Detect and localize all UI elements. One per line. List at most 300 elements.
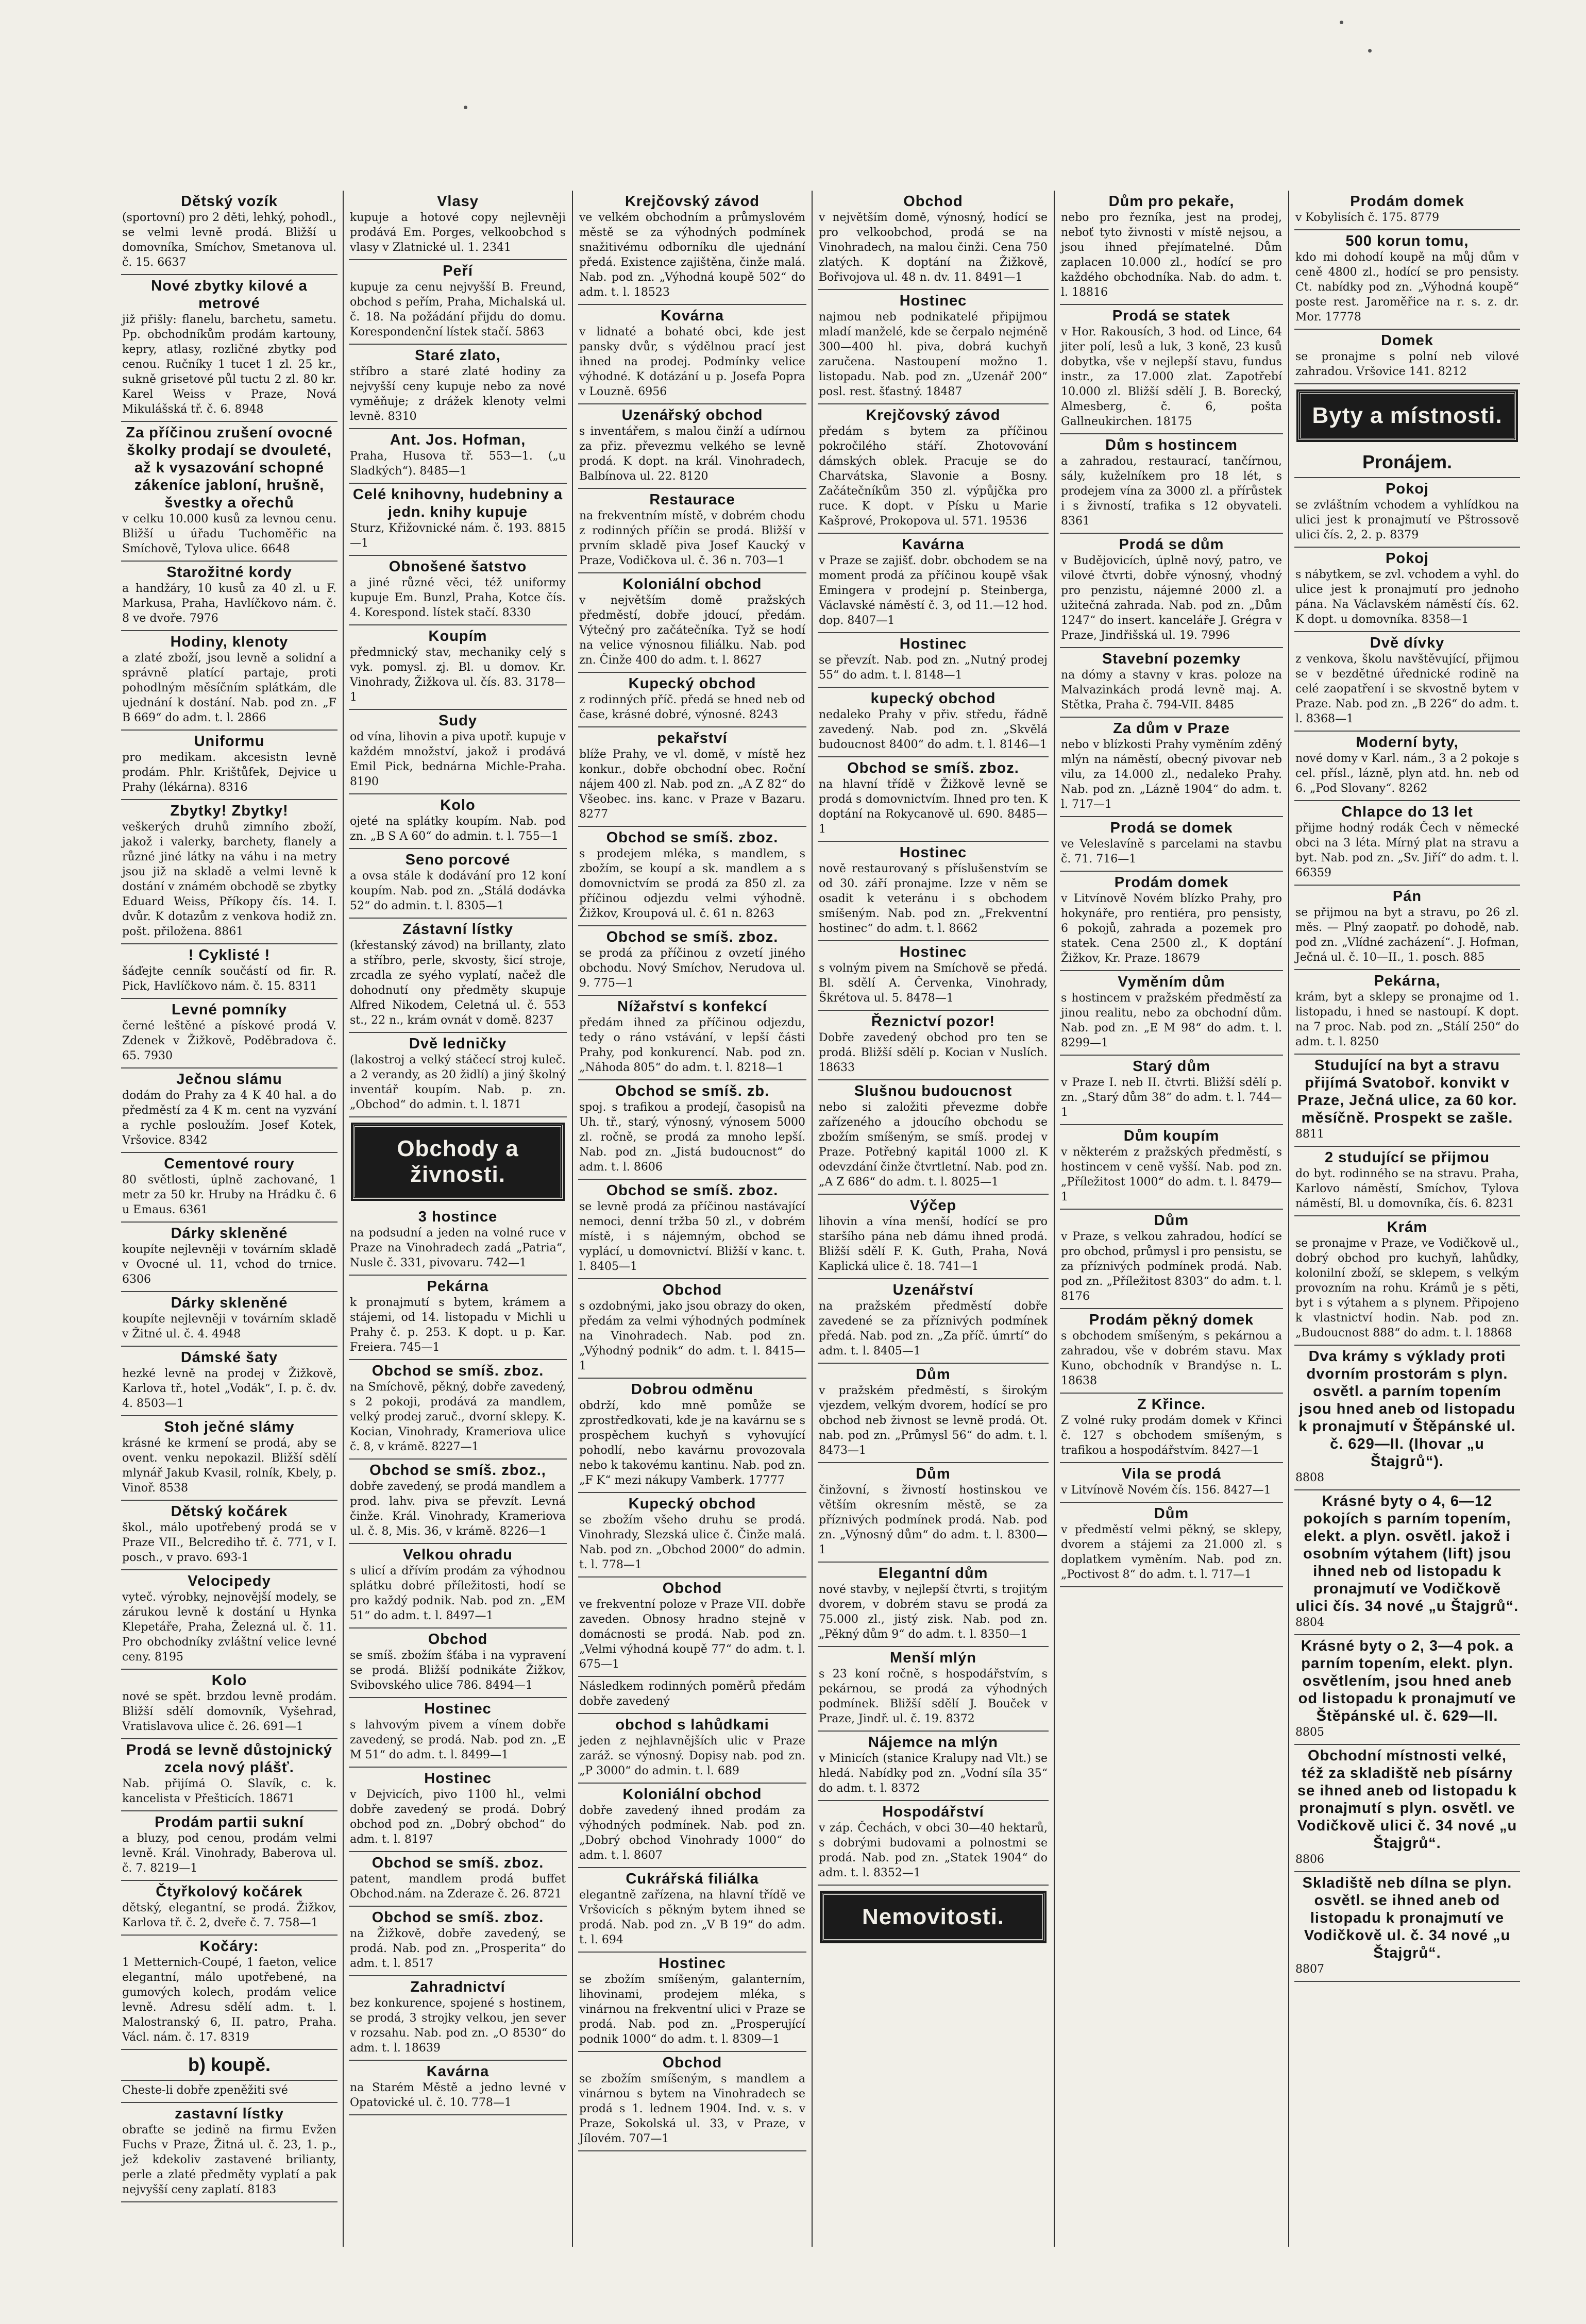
classified-ad [349,1907,567,1976]
classified-ad [578,827,806,926]
ad-heading: Kolo [440,797,476,813]
ad-heading: Cementové roury [164,1156,295,1172]
section-banner: Nemovitosti. [822,1893,1044,1941]
ad-heading: Hospodářství [882,1804,984,1820]
ad-heading: ! Cyklisté ! [188,947,271,963]
classified-ad [121,1501,338,1570]
ad-heading: Stoh ječné slámy [164,1419,295,1435]
classified-ad [349,2061,567,2115]
ad-text: Praha, Husova tř. 553—1. („u Sladkých“). 8485—1 [350,450,566,478]
classified-ad [1294,191,1520,230]
ad-text: na dómy a stavny v kras. poloze na Malvazinkách prodá levně maj. A. Stětka, Praha č. 794-VII. 8485 [1061,669,1282,711]
ad-text: nebo v blízkosti Prahy vyměním zděný mlýn na náměstí, obecný pivovar neb vilu, za 14.000 zl., nedaleko Prahy. Nab. pod zn. „Lázně 1904“ do adm. t. l. 717—1 [1061,738,1282,811]
ad-text: 8805 [1295,1726,1324,1739]
classified-ad [1060,191,1283,305]
ad-heading: Dva krámy s výklady proti dvorním prostorám s plyn. osvětl. a parním topením jsou hned aneb od listopadu k pronajmutí v Štěpánské ul. č. 629—II. (Ihovar „u Štajgrů“). [1298,1348,1516,1470]
ad-heading: Čtyřkolový kočárek [156,1884,303,1900]
classified-ad [578,673,806,727]
ad-heading: Nájemce na mlýn [868,1734,998,1751]
classified-ad [1294,1635,1520,1745]
classified-ad [578,305,806,404]
ad-heading: Ant. Jos. Hofman, [390,432,526,448]
classified-ad [818,688,1049,757]
ad-heading: Kavárna [902,536,965,553]
ad-text: obraťte se jedině na firmu Evžen Fuchs v Praze, Žitná ul. č. 23, 1. p., jež kdekoliv zastavené brilianty, perle a zlaté předměty vyplatí a pak nejvyšší ceny zaplatí. 8183 [122,2124,336,2196]
classified-ad [1294,1055,1520,1147]
classified-ad [818,1195,1049,1279]
classified-ad [818,404,1049,534]
ad-heading: Zbytky! Zbytky! [170,803,289,819]
ad-heading: Koloniální obchod [622,1786,762,1803]
ad-heading: Obchod se smíš. zboz. [606,929,779,945]
ad-heading: Kupecký obchod [628,675,756,692]
classified-ad [121,2081,338,2103]
ad-text: v Praze I. neb II. čtvrti. Bližší sdělí p. zn. „Starý dům 38“ do adm. t. l. 744—1 [1061,1076,1282,1119]
ad-heading: Prodá se domek [1110,820,1233,836]
ad-text: v Minicích (stanice Kralupy nad Vlt.) se hledá. Nabídky pod zn. „Vodní síla 35“ do adm. t. l. 8372 [819,1752,1048,1795]
classified-ad [578,1677,806,1714]
classified-ad [1294,970,1520,1055]
classified-ad [578,1080,806,1180]
ad-text: Následkem rodinných poměrů předám dobře zavedený [579,1680,805,1708]
ad-heading: Za příčinou zrušení ovocné školky prodají se dvouleté, až k vysazování schopné zákeníce jabloní, hrušně, švestky a ořechů [126,425,333,511]
ad-text: a ovsa stále k dodávání pro 12 koní koupím. Nab. pod zn. „Stálá dodávka 52“ do admin. t. l. 8305—1 [350,870,566,912]
classified-ad [818,191,1049,290]
ad-text: z rodinných příč. předá se hned neb od čase, krásné dobré, výnosné. 8243 [579,693,805,721]
classified-ad [578,926,806,996]
ad-text: na pražském předměstí dobře zavedené se za příznivých podmínek předá. Nab. pod zn. „Za příč. úmrtí“ do adm. t. l. 8405—1 [819,1300,1048,1358]
ad-heading: Dárky skleněné [171,1295,288,1311]
ad-text: s ulicí a dřívím prodám za výhodnou splátku dobré příležitosti, hodí se pro každý podnik. Nab. pod zn. „EM 51“ do adm. t. l. 8497—1 [350,1565,566,1622]
classified-ad [349,484,567,556]
classified-ad [349,429,567,484]
classified-ad [1294,330,1520,384]
ad-text: v Litvínově Novém blízko Prahy, pro hokynáře, pro rentiéra, pro pensisty, 6 pokojů, zahrada a pozemek pro statek. Cena 2500 zl., K doptání Žižkov, Kr. Praze. 18679 [1061,892,1282,965]
ad-text: ve frekventní poloze v Praze VII. dobře zaveden. Obnosy hradno stejně v domácnosti se prodá. Nab. pod zn. „Velmi výhodná koupě 77“ do adm. t. l. 675—1 [579,1598,805,1671]
classified-ad [578,1279,806,1379]
classified-ad [1060,305,1283,434]
ad-text: s lahvovým pivem a vínem dobře zavedený, se prodá. Nab. pod zn. „E M 51“ do adm. t. l. 8499—1 [350,1719,566,1761]
ad-text: ve velkém obchodním a průmyslovém městě se za výhodných podmínek snažitivému odborníku dle ujednání předá. Existence zajištěna, činže malá. Nab. pod zn. „Výhodná koupě 502“ do adm. t. l. 18523 [579,211,805,299]
classified-ad [349,1852,567,1907]
ad-heading: Stavební pozemky [1102,651,1241,667]
ad-text: se pronajme v Praze, ve Vodičkově ul., dobrý obchod pro kuchyň, lahůdky, kolonilní zboží, se sklepem, s velkým provozním na rohu. Krámů je s pěti, byt i s výtahem a s plynem. Připojeno k vlastnictví hodin. Nab. pod zn. „Budoucnost 888“ do adm. t. l. 18868 [1295,1237,1519,1339]
ad-heading: Krejčovský závod [625,193,760,210]
ad-heading: Kovárna [660,308,724,324]
classified-ad [349,1360,567,1460]
ad-heading: Prodám partii sukní [155,1814,304,1830]
ad-heading: Obchod se smíš. zboz. [606,1182,779,1199]
ad-text: nebo si založiti převezme dobře zařízeného a jdoucího obchodu se zbožím smíšeným, se smíš. prodej v Praze. Potřebný kapitál 1000 zl. K odevzdání činže čtvrtletní. Nab. pod zn. „A Z 686“ do adm. t. l. 8025—1 [819,1101,1048,1189]
ad-text: Dobře zavedený obchod pro ten se prodá. Bližší sdělí p. Kocian v Nuslích. 18633 [819,1031,1048,1074]
ad-heading: Hostinec [899,844,967,861]
ad-heading: Dům [1154,1212,1189,1229]
ad-text: (křestanský závod) na brillanty, zlato a stříbro, perle, skvosty, šicí stroje, zrcadla ze syého vyplatí, načež dle dohodnutí ony předměty skupuje Alfred Nikodem, Celetná ul. č. 553 st., 22 n., krám ovnát v domě. 8237 [350,939,566,1027]
ad-text: nové se spět. brzdou levně prodám. Bližší sdělí domovník, Vyšehrad, Vratislavova ulice č. 26. 691—1 [122,1690,336,1733]
classified-ad [1294,632,1520,732]
ad-text: kupuje za cenu nejvyšší B. Freund, obchod s peřím, Praha, Michalská ul. č. 18. Na požádání přijdu do domu. Korespondenční lístek stačí. 5863 [350,281,566,338]
ad-text: najmou neb podnikatelé připijmou mladí manželé, kde se čerpalo nejméně 300—400 hl. piva, dobrá kuchyň zaručena. Nastoupení možno 1. listopadu. Nab. pod zn. „Uzenář 200“ posl. rest. šťastný. 18487 [819,311,1048,398]
ad-heading: Obnošené šatstvo [389,558,527,575]
ad-heading: Obchod [662,1580,722,1597]
ad-text: v největším domě, výnosný, hodící se pro velkoobchod, prodá se na Vinohradech, na malou činži. Cena 750 zlatých. K doptání na Žižkově, Bořivojova ul. 48 n. dv. 11. 8491—1 [819,211,1048,284]
ad-text: se zbožím smíšeným, galanterním, lihovinami, prodejem mléka, s vinárnou na frekventní ulici v Praze se prodá. Nab. pod zn. „Prosperující podnik 1000“ do adm. t. l. 8309—1 [579,1973,805,2046]
ad-text: 8807 [1295,1963,1324,1976]
ad-heading: Celé knihovny, hudebniny a jedn. knihy kupuje [352,486,563,520]
classified-ad [1060,718,1283,817]
classified-ad [121,1570,338,1670]
ad-text: Sturz, Křižovnické nám. č. 193. 8815—1 [350,522,566,550]
classified-ad [1060,872,1283,971]
ad-heading: Prodá se statek [1112,308,1231,324]
ad-text: a bluzy, pod cenou, prodám velmi levně. Král. Vinohrady, Baberova ul. č. 7. 8219—1 [122,1832,336,1875]
ad-heading: Hodiny, klenoty [170,634,289,650]
ad-heading: pekařství [657,730,728,747]
ad-text: elegantně zařízena, na hlavní třídě ve Vršovicích s pěkným bytem ihned se prodá. Nab. pod zn. „V B 19“ do adm. t. l. 694 [579,1889,805,1946]
ad-text: kdo mi dohodí koupě na můj dům v ceně 4800 zl., hodící se pro pensisty. Ct. nabídky pod zn. „Výhodná koupě“ poste rest. Jaroměřice na r. s. z. dr. Mor. 17778 [1295,251,1519,324]
ad-heading: Slušnou budoucnost [854,1083,1013,1099]
ad-heading: Prodá se levně důstojnický zcela nový plášť. [126,1742,332,1776]
ad-text: z venkova, školu navštěvující, přijmou se v bezdětné úřednické rodině na celé zaopatření i se skvostně bytem v Praze. Nab. pod zn. „B 226“ do adm. t. l. 8368—1 [1295,653,1519,725]
classified-ad [818,941,1049,1011]
ad-heading: Dámské šaty [180,1349,278,1366]
ad-heading: Dárky skleněné [171,1225,288,1242]
ad-heading: Pán [1392,888,1422,905]
classified-ad [578,1379,806,1493]
ad-heading: Dům [1154,1505,1189,1522]
classified-ad [818,1364,1049,1463]
print-speck [464,106,467,109]
ad-heading: 3 hostince [418,1209,498,1225]
ad-text: se převzít. Nab. pod zn. „Nutný prodej 55“ do adm. t. l. 8148—1 [819,654,1048,682]
classified-ad [578,404,806,489]
classified-ad [349,345,567,429]
ad-text: černé leštěné a pískové prodá V. Zdenek v Žižkově, Poděbradova č. 65. 7930 [122,1020,336,1062]
ad-heading: Obchod [428,1631,488,1648]
classified-ad [818,842,1049,941]
classified-ad [121,999,338,1068]
classified-ad [578,1714,806,1784]
classified-ad [349,1276,567,1360]
classified-ad [578,727,806,827]
ad-heading: Dvě dívky [1370,635,1445,651]
ad-text: na Smíchově, pěkný, dobře zavedený, s 2 pokoji, prodává za mandlem, velký prodej zaruč., dvorní sklepy. K. Kocian, Vinohrady, Krameriova ulice č. 8, v krámě. 8227—1 [350,1381,566,1453]
ad-text: vyteč. výrobky, nejnovější modely, se zárukou levně k dostání u Hynka Klepetáře, Praha, Železná ul. č. 11. Pro obchodníky zvláštní velice levné ceny. 8195 [122,1591,336,1664]
classified-ad [1294,548,1520,632]
ad-heading: Elegantní dům [878,1565,988,1582]
classified-ad [121,275,338,422]
ad-text: dobře zavedený, se prodá mandlem a prod. lahv. piva se převzít. Levná činže. Král. Vinohrady, Krameriova ul. č. 8, Mis. 36, v krámě. 8226—1 [350,1480,566,1538]
ad-text: 8806 [1295,1853,1324,1866]
ad-heading: Prodám domek [1350,193,1464,210]
ad-text: kupuje a hotové copy nejlevněji prodává Em. Porges, velkoobchod s vlasy v Zlatnické ul. 1. 2341 [350,211,566,254]
classified-ad [1060,1394,1283,1463]
ad-text: stříbro a staré zlaté hodiny za nejvyšší ceny kupuje nebo za nové vyměňuje; z drážek klenoty velmi levně. 8310 [350,365,566,423]
column-4 [812,191,1054,2247]
classified-ad [1294,1147,1520,1216]
ad-text: v Kobylisích č. 175. 8779 [1295,211,1440,224]
ad-heading: Obchod se smíš. zb. [615,1083,770,1099]
ad-text: v Praze se zajišť. dobr. obchodem se na moment prodá za příčinou koupě však Emingera v prodejní p. Steinberga, Václavské náměstí č. 3, od 11.—12 hod. dop. 8407—1 [819,554,1048,627]
section-subheading: b) koupě. [121,2050,338,2081]
ad-heading: Restaurace [649,491,735,508]
ad-text: 8808 [1295,1471,1324,1484]
classified-ad [349,1033,567,1117]
ad-text: a zahradou, restaurací, tančírnou, sály, kuželníkem pro 18 lét, s prodejem vína za 3000 zl. a přírůstek i s živností, trafika s 12 obyvateli. 8361 [1061,455,1282,528]
classified-ad [1060,817,1283,872]
ad-heading: Cukrářská filiálka [626,1871,759,1887]
ad-text: předám s bytem za příčinou pokročilého stáří. Zhotovování dámských oblek. Pracuje se do Charvátska, Slavonie a Bosny. Začátečníkům 350 zl. výpůjčka pro ruce. K dopt. v Písku u Marie Kašprové, Prokopova ul. 571. 19536 [819,425,1048,528]
classified-ad [818,290,1049,404]
ad-text: od vína, lihovin a piva upotř. kupuje v každém množství, jakož i prodává Emil Pick, bednárna Michle-Praha. 8190 [350,731,566,788]
classified-ad [121,422,338,562]
classified-ad [121,1811,338,1881]
ad-heading: Dům pro pekaře, [1108,193,1235,210]
classified-ad [1294,230,1520,330]
ad-text: obdrží, kdo mně pomůže se zprostředkovati, kde je na kavárnu se s prospěchem kuchyň s vyhovující pohodlí, nebo kavárnu provozovala nebo k takovému kantinu. Nab. pod zn. „F K“ mezi nákupy Vamberk. 17777 [579,1399,805,1487]
ad-heading: obchod s lahůdkami [615,1717,769,1733]
classified-ad [818,1732,1049,1801]
classified-ad [1294,886,1520,970]
ad-text: nové domy v Karl. nám., 3 a 2 pokoje s cel. přísl., lázně, plyn atd. hn. neb od 6. „Pod Slovany“. 8262 [1295,752,1519,795]
classified-ad [818,1463,1049,1563]
classified-ad [349,1460,567,1544]
ad-heading: Dobrou odměnu [631,1381,753,1398]
classified-ad [1294,732,1520,801]
classified-ad [121,562,338,631]
classified-ad [578,191,806,305]
ad-text: lihovin a vína menší, hodící se pro staršího pána neb dámu ihned prodá. Bližší sdělí F. K. Guth, Praha, Nová Kaplická ulice č. 18. 741—1 [819,1215,1048,1273]
classified-ad [818,633,1049,688]
classified-ad [578,1953,806,2052]
ad-heading: Sudy [438,713,477,729]
classified-ad [578,1493,806,1577]
ad-heading: Peří [443,263,473,279]
classified-ad [121,1881,338,1936]
ad-heading: kupecký obchod [870,690,996,707]
ad-text: na Žižkově, dobře zavedený, se prodá. Nab. pod zn. „Prosperita“ do adm. t. l. 8517 [350,1927,566,1970]
classified-ad [121,1223,338,1292]
ad-text: v Litvínově Novém čís. 156. 8427—1 [1061,1484,1271,1497]
ad-text: v lidnaté a bohaté obci, kde jest pansky dvůr, s výdělnou prací jest ihned na prodej. Podmínky velice výhodné. K dotázání u p. Josefa Popra v Louzně. 6956 [579,326,805,398]
ad-text: na hlavní třídě v Žižkově levně se prodá s domovnictvím. Ihned pro ten. K doptání na Rokycanově ul. 690. 8485—1 [819,778,1048,836]
ad-text: v Budějovicích, úplně nový, patro, ve vilové čtvrti, dobře výnosný, vhodný pro penzistu, nájemné 2000 zl. a užitečná zahrada. Nab. pod zn. „Dům 1247“ do insert. kanceláře J. Grégra v Praze, Jindřišská ul. 19. 7996 [1061,554,1282,642]
ad-text: předám ihned za příčinou odjezdu, tedy o ráno vstávání, v lepší části Prahy, pod konkurencí. Nab. pod zn. „Náhoda 805“ do adm. t. l. 8218—1 [579,1016,805,1074]
classified-ad [1294,1872,1520,1982]
ad-heading: Pekárna, [1374,973,1441,989]
ad-text: činžovní, s živností hostinskou ve větším okresním městě, se za příznivých podmínek prodá. Nab. pod zn. „Výnosný dům“ do adm. t. l. 8300—1 [819,1484,1048,1556]
classified-ad [1294,801,1520,886]
classified-ad [349,1698,567,1768]
ad-heading: Obchodní místnosti velké, též za skladiště neb písárny se ihned aneb od listopadu k pronajmutí s plyn. osvětl. ve Vodičkově ulici č. 34 nové „u Štajgrů“. [1297,1748,1517,1852]
ad-text: v některém z pražských předměstí, s hostincem v ceně vyšší. Nab. pod zn. „Příležitost 1000“ do adm. t. l. 8479—1 [1061,1146,1282,1203]
ad-heading: Krásné byty o 4, 6—12 pokojích s parním topením, elekt. a plyn. osvětl. jakož i osobním výtahem (lift) jsou ihned neb od listopadu k pronajmutí ve Vodičkově ulici čís. 34 nové „u Štajgrů“. [1295,1493,1519,1615]
ad-text: s volným pivem na Smíchově se předá. Bl. sdělí A. Červenka, Vinohrady, Škrétova ul. 5. 8478—1 [819,962,1048,1005]
classified-ad [1060,534,1283,648]
column-5 [1054,191,1288,2247]
ad-text: v předměstí velmi pěkný, se sklepy, dvorem a stájemi za 21.000 zl. s doplatkem vyměním. Nab. pod zn. „Poctivost 8“ do adm. t. l. 717—1 [1061,1523,1282,1581]
ad-text: bez konkurence, spojené s hostinem, se prodá, 3 strojky velkou, jen sever v rozsahu. Nab. pod zn. „O 8530“ do adm. t. l. 18639 [350,1997,566,2055]
ad-text: patent, mandlem prodá buffet Obchod.nám. na Zderaze č. 26. 8721 [350,1873,566,1901]
ad-heading: Obchod [903,193,963,210]
ad-heading: Obchod se smíš. zboz. [372,1909,544,1926]
ad-text: s nábytkem, se zvl. vchodem a vyhl. do ulice jest k pronajmutí pro jednoho pána. Na Václavském náměstí čís. 62. K dopt. u domovníka. 8358—1 [1295,568,1519,626]
ad-text: Nab. přijímá O. Slavík, c. k. kancelista v Přešticích. 18671 [122,1777,336,1805]
ad-text: s hostincem v pražském předměstí za jinou realitu, nebo za obchodní dům. Nab. pod zn. „E M 98“ do adm. t. l. 8299—1 [1061,992,1282,1049]
ad-heading: Krám [1387,1219,1428,1235]
ad-heading: Nížařství s konfekcí [617,998,767,1015]
classified-ad [578,489,806,573]
ad-heading: Uzenářství [892,1282,974,1298]
classified-ad [1060,1309,1283,1394]
column-1 [116,191,343,2247]
ad-text: 1 Metternich-Coupé, 1 faeton, velice elegantní, málo upotřebené, na gumových kolech, prodám velice levně. Adresu sdělí adm. t. l. Malostranský 6, II. patro, Praha. Václ. nám. č. 17. 8319 [122,1956,336,2044]
ad-text: dobře zavedený ihned prodám za výhodných podmínek. Nab. pod zn. „Dobrý obchod Vinohrady 1000“ do adm. t. l. 8607 [579,1804,805,1862]
ad-text: nebo pro řezníka, jest na prodej, neboť tyto živnosti v místě nejsou, a jsou ihned přejímatelné. Dům zaplacen 10.000 zl., hodící se pro každého obchodníka. Nab. do adm. t. l. 18816 [1061,211,1282,299]
ad-text: s 23 koní ročně, s hospodářstvím, s pekárnou, se prodá za výhodných podmínek. Bližší sdělí J. Bouček v Praze, Jindř. ul. č. 19. 8372 [819,1668,1048,1725]
ad-text: nové stavby, v nejlepší čtvrti, s trojitým dvorem, v dobrém stavu se prodá za 75.000 zl., jistý zisk. Nab. pod zn. „Pěkný dům 9“ do adm. t. l. 8350—1 [819,1583,1048,1641]
ad-heading: Z Křince. [1137,1396,1206,1413]
ad-text: se levně prodá za příčinou nastávající nemoci, denní tržba 50 zl., v dobrém místě, i s nájemným, obchod se vyplácí, u domovnictví. Bližší v kanc. t. l. 8405—1 [579,1200,805,1273]
ad-text: se pronajme s polní neb vilové zahradou. Vršovice 141. 8212 [1295,350,1519,378]
ad-text: v největším domě pražských předměstí, dobře jdoucí, předám. Výtečný pro začátečníka. Tyž se hodí na velice výnosnou filiálku. Nab. pod zn. Činže 400 do adm. t. l. 8627 [579,594,805,667]
ad-heading: Menší mlýn [890,1650,976,1666]
ad-text: na frekventním místě, v dobrém chodu z rodinných příčin se prodá. Bližší v prvním skladě piva Josef Kaucký v Praze, Vodičkova ul. č. 36 n. 703—1 [579,510,805,567]
ad-heading: Zahradnictví [410,1979,505,1995]
ad-text: předmnický stav, mechaniky celý s vyk. pomysl. zj. Bl. u domov. Kr. Vinohrady, Žižkova ul. čís. 83. 3178—1 [350,646,566,704]
ad-heading: Krejčovský závod [866,407,1001,423]
classified-ad [349,1544,567,1629]
classified-ad [1294,1346,1520,1490]
classified-ad [121,2103,338,2202]
column-6 [1288,191,1525,2247]
ad-heading: Starožitné kordy [166,564,292,581]
ad-text: do byt. rodinného se na stravu. Praha, Karlovo náměstí, Smíchov, Tylova náměstí, Bl. u domovníka, čís. 6. 8231 [1295,1167,1519,1210]
ad-heading: Staré zlato, [415,347,501,364]
ad-text: blíže Prahy, ve vl. domě, v místě hez konkur., dobře obchodní obec. Roční nájem 400 zl. Nab. pod zn. „A Z 82“ do Všeobec. ins. kanc. v Praze v Bazaru. 8277 [579,748,805,821]
ad-heading: Koupím [428,628,487,644]
ad-text: v celku 10.000 kusů za levnou cenu. Bližší u úřadu Tuchoměřic na Smíchově, Tylova ulice. 6648 [122,513,336,555]
ad-heading: Kočáry: [199,1938,259,1955]
ad-text: se smíš. zbožím šťába i na vypravení se prodá. Bližší podnikáte Žižkov, Svibovského ulice 786. 8494—1 [350,1649,566,1692]
ad-heading: Dvě ledničky [409,1036,507,1052]
classified-ad [578,1180,806,1279]
classified-ad [349,919,567,1033]
classified-ad [349,1976,567,2061]
ad-text: a jiné různé věci, též uniformy kupuje Em. Bunzl, Praha, Kotce čís. 4. Korespond. lístek stačí. 8330 [350,576,566,619]
classified-ad [1294,478,1520,548]
section-banner: Byty a místnosti. [1298,392,1516,440]
classified-ad [818,757,1049,842]
ad-heading: Kolo [211,1672,247,1689]
ad-text: dodám do Prahy za 4 K 40 hal. a do předměstí za 4 K m. cent na vyzvání a rychle posloužím. Josef Kotek, Vršovice. 8342 [122,1089,336,1147]
ad-text: se přijmou na byt a stravu, po 26 zl. měs. — Plný zaopatř. po dohodě, nab. pod zn. „Vlídné zacházení“. J. Hofman, Ječná ul. č. 10—II., 1. posch. 885 [1295,906,1519,964]
ad-heading: Velocipedy [188,1573,271,1589]
ad-heading: Vyměním dům [1118,974,1225,990]
classified-ad [349,710,567,794]
classified-ad [578,1784,806,1868]
ad-text: se zvláštním vchodem a vyhlídkou na ulici jest k pronajmutí ve Pštrossově ulici čís. 2, 2. p. 8379 [1295,499,1519,541]
ad-heading: Pokoj [1386,481,1429,497]
ad-text: v pražském předměstí, s širokým vjezdem, velkým dvorem, hodící se pro obchod neb živnost se levně prodá. Ot. nab. pod zn. „Průmysl 56“ do adm. t. l. 8473—1 [819,1384,1048,1457]
classified-ad [1060,1503,1283,1587]
ad-heading: Dům [916,1466,951,1482]
column-2 [343,191,572,2247]
ad-heading: Dům s hostincem [1105,437,1238,453]
ad-heading: Domek [1381,332,1433,349]
ad-text: ojeté na splátky koupím. Nab. pod zn. „B S A 60“ do admin. t. l. 755—1 [350,815,566,843]
ad-heading: Pekárna [427,1278,489,1295]
ad-heading: Kavárna [426,2063,490,2080]
ad-heading: Hostinec [424,1770,492,1787]
ad-text: 8804 [1295,1616,1324,1629]
ad-text: již přišly: flanelu, barchetu, sametu. Pp. obchodníkům prodám kartouny, kepry, atlasy, rozličné zbytky pod cenou. Ručníky 1 tucet 1 zl. 25 kr., sukně grisetové půl tuctu 2 zl. 80 kr. Karel Weiss v Praze, Nová Mikulášská tř. č. 6. 8948 [122,313,336,416]
ad-heading: Vila se prodá [1122,1466,1221,1482]
ad-heading: Prodám domek [1114,874,1229,891]
classified-ad [1294,1490,1520,1635]
ad-heading: Dům koupím [1123,1128,1220,1144]
classified-ad [578,2052,806,2151]
section-subheading: Pronájem. [1294,447,1520,478]
ad-heading: Skladiště neb dílna se plyn. osvětl. se ihned aneb od listopadu k pronajmutí ve Vodičkově ul. č. 34 nové „u Štajgrů“. [1302,1875,1512,1961]
ad-text: s ozdobnými, jako jsou obrazy do oken, předám za velmi výhodných podmínek na Vinohradech. Nab. pod zn. „Výhodný podnik“ do adm. t. l. 8415—1 [579,1300,805,1372]
ad-text: se zbožím smíšeným, s mandlem a vinárnou s bytem na Vinohradech se prodá s 1. lednem 1904. Ind. v. s. v Praze, Sokolská ul. 33, v Praze, v Jílovém. 707—1 [579,2073,805,2145]
ad-text: (lakostroj a velký stáčecí stroj kuleč. a 2 verandy, as 20 židlí) a jiný školný inventář koupím. Nab. p. zn. „Obchod“ do admin. t. l. 1871 [350,1054,566,1111]
ad-heading: Dětský kočárek [171,1503,288,1520]
ad-heading: 500 korun tomu, [1345,233,1469,249]
ad-text: pro medikam. akcesistn levně prodám. Phlr. Krištůfek, Dejvice u Prahy (lékárna). 8316 [122,751,336,794]
classified-ad [1060,1056,1283,1125]
classified-ad [349,1629,567,1698]
classified-ad [818,1279,1049,1364]
ad-text: v Hor. Rakousích, 3 hod. od Lince, 64 jiter polí, lesů a luk, 3 koně, 23 kusů dobytka, vše v nejlepší stavu, fundus instr., za 17.000 zlat. Zapotřebí 10.000 zl. Bližší sdělí J. B. Borecký, Almesberg, č. 6, pošta Gallneukirchen. 18175 [1061,326,1282,428]
ad-text: ve Veleslavíně s parcelami na stavbu č. 71. 716—1 [1061,838,1282,866]
ad-text: Z volné ruky prodám domek v Křinci č. 127 s obchodem smíšeným, s trafikou a hospodářstvím. 8427—1 [1061,1414,1282,1457]
classified-ad [121,731,338,800]
ad-text: (sportovní) pro 2 děti, lehký, pohodl., se velmi levně prodá. Bližší u domovníka, Smíchov, Smetanova ul. č. 15. 6637 [122,211,336,269]
classified-ad [349,625,567,710]
ad-heading: Levné pomníky [171,1002,288,1018]
classified-ad [578,1868,806,1953]
classified-ad [121,1068,338,1153]
classified-ad [121,1739,338,1811]
classified-ad [1060,1463,1283,1503]
ad-text: spoj. s trafikou a prodejí, časopisů na Uh. tř., starý, výnosný, výnosem 5000 zl. ročně, se prodá za mnoho lepší. Nab. pod zn. „Jistá budoucnost“ do adm. t. l. 8606 [579,1101,805,1174]
ad-text: koupíte nejlevněji v továrním skladě v Ovocné ul. 11, vchod do trnice. 6306 [122,1243,336,1286]
ad-heading: Krásné byty o 2, 3—4 pok. a parním topením, elekt. plyn. osvětlením, jsou hned aneb od listopadu k pronajmutí ve Štěpánské ul. č. 629—II. [1298,1638,1516,1724]
ad-heading: Obchod se smíš. zboz. [606,829,779,846]
classified-ad [1060,434,1283,534]
ad-heading: Obchod [662,2055,722,2071]
section-banner: Obchody a živnosti. [353,1125,563,1199]
ad-text: jeden z nejhlavnějších ulic v Praze zaráž. se výnosný. Dopisy nab. pod zn. „P 3000“ do admin. t. l. 689 [579,1735,805,1777]
ad-heading: Obchod se smíš. zboz. [372,1855,544,1871]
ad-text: s prodejem mléka, s mandlem, s zbožím, se koupí a sk. mandlem a s domovnictvím se prodá za 850 zl. za příčinou odjezdu velmi výhodně. Žižkov, Kroupová ul. č. 61 n. 8263 [579,847,805,920]
classified-ad [1294,1216,1520,1346]
classified-ad [349,1206,567,1276]
ad-text: k pronajmutí s bytem, krámem a stájemi, od 14. listopadu v Michli u Prahy č. p. 253. K dopt. u p. Kar. Freiera. 745—1 [350,1296,566,1354]
classified-ad [121,1292,338,1347]
ad-heading: Za dům v Praze [1113,720,1230,737]
ad-heading: Kupecký obchod [628,1496,756,1512]
ad-text: se prodá za příčinou z ovzetí jiného obchodu. Nový Smíchov, Nerudova ul. 9. 775—1 [579,947,805,990]
classified-ad [818,1801,1049,1886]
ad-heading: Velkou ohradu [403,1547,513,1563]
classified-ad [818,534,1049,633]
classified-ad [818,1080,1049,1195]
ad-heading: Hostinec [899,293,967,309]
ad-heading: Hostinec [659,1955,726,1972]
